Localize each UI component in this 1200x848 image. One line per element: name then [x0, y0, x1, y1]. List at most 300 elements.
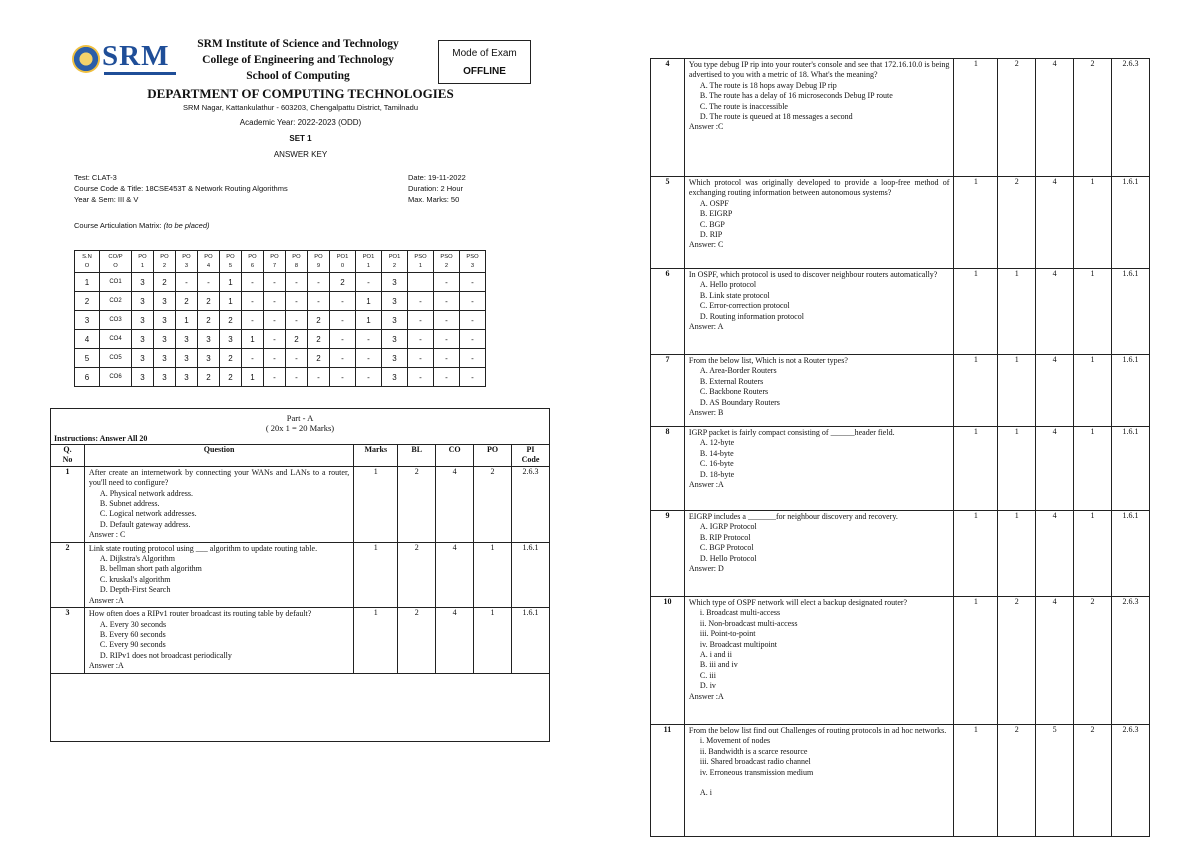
answer-option: ii. Non-broadcast multi-access [699, 618, 798, 628]
matrix-header-line: 4 [206, 262, 211, 269]
matrix-header-line: PSO [466, 253, 479, 260]
question-row [651, 725, 1150, 837]
question-row [651, 177, 1150, 269]
question-row [51, 466, 550, 542]
answer-option: A. IGRP Protocol [699, 522, 757, 532]
course-outcome: 4 [1036, 59, 1074, 177]
program-outcome: 2 [474, 466, 512, 542]
course-title: Course Code & Title: 18CSE453T & Network Routing Algorithms [74, 184, 288, 193]
question-text: How often does a RIPv1 router broadcast its routing table by default? [88, 609, 312, 619]
matrix-row [75, 349, 486, 368]
question-number: 1 [51, 466, 85, 542]
matrix-cell: - [356, 368, 382, 387]
answer-key: Answer: D [688, 564, 724, 574]
program-outcome: 1 [1074, 427, 1112, 511]
column-header-line: Code [521, 455, 540, 465]
pi-code: 2.6.3 [512, 466, 550, 542]
column-header-line: Q. [63, 445, 72, 454]
question-number: 9 [651, 511, 685, 597]
question-row [651, 597, 1150, 725]
matrix-cell: 1 [220, 292, 242, 311]
bloom-level: 2 [398, 542, 436, 607]
question-text: Which type of OSPF network will elect a backup designated router? [688, 598, 908, 607]
question-text: IGRP packet is fairly compact consisting of ______header field. [688, 428, 895, 437]
matrix-header [100, 251, 132, 273]
program-outcome: 1 [474, 542, 512, 607]
answer-option: A. Physical network address. [99, 488, 194, 498]
matrix-cell: - [434, 273, 460, 292]
matrix-cell: 2 [220, 311, 242, 330]
matrix-cell: - [264, 349, 286, 368]
question-marks: 1 [354, 608, 398, 673]
column-header-line: No [62, 455, 73, 465]
question-text-cell [684, 511, 953, 597]
matrix-header-line: PO [138, 253, 147, 260]
question-column-header [398, 445, 436, 467]
matrix-cell: - [264, 273, 286, 292]
matrix-cell: 3 [382, 349, 408, 368]
matrix-cell: 3 [220, 330, 242, 349]
program-outcome: 1 [474, 608, 512, 673]
logo-text: SRM [102, 40, 170, 72]
answer-option: D. iv [699, 681, 716, 691]
course-outcome: 4 [436, 542, 474, 607]
matrix-cell: - [356, 349, 382, 368]
matrix-cell: - [330, 311, 356, 330]
question-column-header [84, 445, 353, 467]
answer-option: B. Every 60 seconds [99, 629, 166, 639]
course-outcome: 5 [1036, 725, 1074, 837]
max-marks: Max. Marks: 50 [408, 195, 460, 204]
question-text-cell [84, 608, 353, 673]
answer-option: C. 16-byte [699, 459, 734, 469]
matrix-header-line: 7 [272, 262, 277, 269]
question-row [51, 608, 550, 673]
question-text: From the below list find out Challenges of routing protocols in ad hoc networks. [688, 726, 947, 735]
answer-option: B. bellman short path algorithm [99, 564, 202, 574]
matrix-header-line: PO [226, 253, 235, 260]
matrix-cell: - [434, 349, 460, 368]
pi-code: 1.6.1 [1112, 427, 1150, 511]
matrix-cell: - [264, 368, 286, 387]
answer-key-title: ANSWER KEY [273, 150, 328, 159]
matrix-cell: CO4 [100, 330, 132, 349]
pi-code: 1.6.1 [1112, 269, 1150, 355]
answer-option: D. Default gateway address. [99, 519, 191, 529]
pi-code: 1.6.1 [1112, 177, 1150, 269]
matrix-header-line: PO1 [388, 253, 401, 260]
question-text-cell [84, 542, 353, 607]
question-number: 5 [651, 177, 685, 269]
matrix-header [286, 251, 308, 273]
institution-header [148, 36, 448, 84]
matrix-header [154, 251, 176, 273]
matrix-header [434, 251, 460, 273]
answer-option: iv. Broadcast multipoint [699, 639, 777, 649]
matrix-header-line: 2 [392, 262, 397, 269]
course-outcome: 4 [436, 466, 474, 542]
matrix-cell: - [242, 292, 264, 311]
question-text-cell [684, 355, 953, 427]
answer-option: i. Movement of nodes [699, 736, 771, 746]
question-text-cell [684, 725, 953, 837]
matrix-cell: 2 [308, 330, 330, 349]
matrix-cell: CO1 [100, 273, 132, 292]
answer-key: Answer :A [88, 661, 124, 671]
answer-option: A. Hello protocol [699, 280, 757, 290]
matrix-header-line: PO [160, 253, 169, 260]
answer-option: i. Broadcast multi-access [699, 608, 781, 618]
matrix-cell: 3 [382, 273, 408, 292]
question-text: You type debug IP rip into your router's console and see that 172.16.10.0 is being advertised to you with a metric of 18. What's the meaning? [688, 60, 950, 80]
question-column-header [354, 445, 398, 467]
matrix-cell: CO2 [100, 292, 132, 311]
matrix-row [75, 273, 486, 292]
question-marks: 1 [954, 177, 998, 269]
question-marks: 1 [354, 542, 398, 607]
column-header-line: BL [411, 445, 423, 454]
matrix-cell: 1 [356, 311, 382, 330]
matrix-cell: 2 [308, 349, 330, 368]
question-marks: 1 [954, 725, 998, 837]
matrix-header-line: O [84, 262, 90, 269]
answer-option: B. 14-byte [699, 448, 734, 458]
matrix-header-line: 5 [228, 262, 233, 269]
question-number: 11 [651, 725, 685, 837]
matrix-cell: - [286, 349, 308, 368]
matrix-cell: 3 [382, 292, 408, 311]
question-number: 3 [51, 608, 85, 673]
address: SRM Nagar, Kattankulathur - 603203, Chengalpattu District, Tamilnadu [183, 103, 418, 112]
matrix-cell: 2 [198, 311, 220, 330]
answer-option [689, 778, 949, 788]
answer-option: A. i and ii [699, 650, 732, 660]
answer-option: C. Logical network addresses. [99, 509, 197, 519]
matrix-header-line: 3 [184, 262, 189, 269]
matrix-cell: - [460, 311, 486, 330]
question-marks: 1 [954, 597, 998, 725]
answer-option: B. Link state protocol [699, 290, 770, 300]
matrix-cell: - [242, 349, 264, 368]
answer-option: B. RIP Protocol [699, 532, 751, 542]
matrix-cell: - [286, 273, 308, 292]
matrix-cell: - [308, 368, 330, 387]
matrix-header [330, 251, 356, 273]
matrix-cell: - [356, 273, 382, 292]
matrix-cell: 3 [154, 311, 176, 330]
mode-label: Mode of Exam [452, 48, 517, 59]
question-number: 10 [651, 597, 685, 725]
answer-option: D. Routing information protocol [699, 311, 804, 321]
matrix-cell: 1 [75, 273, 100, 292]
program-outcome: 1 [1074, 177, 1112, 269]
answer-option: C. Every 90 seconds [99, 640, 166, 650]
matrix-header [75, 251, 100, 273]
question-column-header [474, 445, 512, 467]
matrix-header-line: PO [204, 253, 213, 260]
matrix-cell: 2 [330, 273, 356, 292]
program-outcome: 1 [1074, 355, 1112, 427]
matrix-cell: 3 [154, 368, 176, 387]
co-po-matrix [74, 250, 486, 387]
set-number: SET 1 [289, 134, 312, 143]
matrix-cell: - [330, 349, 356, 368]
pi-code: 2.6.3 [1112, 725, 1150, 837]
question-text: In OSPF, which protocol is used to discover neighbour routers automatically? [688, 270, 938, 279]
matrix-row [75, 368, 486, 387]
question-marks: 1 [954, 355, 998, 427]
matrix-header-line: CO/P [108, 253, 123, 260]
bloom-level: 2 [998, 725, 1036, 837]
matrix-cell: - [330, 368, 356, 387]
matrix-cell: 4 [75, 330, 100, 349]
matrix-cell: - [176, 273, 198, 292]
matrix-header-line: 9 [316, 262, 321, 269]
program-outcome: 2 [1074, 597, 1112, 725]
question-column-header [51, 445, 85, 467]
answer-option: C. Error-correction protocol [699, 301, 790, 311]
matrix-header-line: PSO [440, 253, 453, 260]
course-articulation-label: Course Articulation Matrix: (to be placed) [74, 221, 210, 230]
bloom-level: 1 [998, 355, 1036, 427]
matrix-cell: - [286, 311, 308, 330]
answer-option: C. iii [699, 670, 716, 680]
matrix-cell: 3 [198, 330, 220, 349]
matrix-header [356, 251, 382, 273]
answer-option: D. Hello Protocol [699, 553, 757, 563]
question-text-cell [684, 427, 953, 511]
matrix-cell: - [434, 330, 460, 349]
matrix-cell: - [286, 292, 308, 311]
bloom-level: 2 [998, 177, 1036, 269]
answer-key: Answer :A [688, 480, 724, 490]
matrix-cell: CO6 [100, 368, 132, 387]
pi-code: 1.6.1 [1112, 355, 1150, 427]
matrix-cell: - [460, 368, 486, 387]
program-outcome: 1 [1074, 269, 1112, 355]
matrix-cell: 2 [286, 330, 308, 349]
question-row [651, 355, 1150, 427]
matrix-header [408, 251, 434, 273]
matrix-cell: - [356, 330, 382, 349]
answer-option: iii. Point-to-point [699, 629, 756, 639]
course-outcome: 4 [1036, 597, 1074, 725]
test-name: Test: CLAT-3 [74, 173, 117, 182]
question-text: Which protocol was originally developed to provide a loop-free method of exchanging routing information between autonomous systems? [688, 178, 950, 198]
answer-key: Answer: B [688, 408, 724, 418]
pi-code: 1.6.1 [512, 608, 550, 673]
question-number: 6 [651, 269, 685, 355]
matrix-cell: 3 [154, 292, 176, 311]
answer-option: A. The route is 18 hops away Debug IP rip [699, 80, 837, 90]
bloom-level: 2 [398, 466, 436, 542]
matrix-cell: CO5 [100, 349, 132, 368]
matrix-cell: 3 [154, 349, 176, 368]
course-outcome: 4 [1036, 511, 1074, 597]
matrix-cell: - [330, 330, 356, 349]
matrix-cell: - [434, 368, 460, 387]
matrix-cell: - [408, 368, 434, 387]
matrix-header-line: 1 [140, 262, 145, 269]
program-outcome: 1 [1074, 511, 1112, 597]
question-number: 7 [651, 355, 685, 427]
answer-key: Answer: C [688, 240, 724, 250]
bloom-level: 1 [998, 427, 1036, 511]
program-outcome: 2 [1074, 59, 1112, 177]
matrix-header-line: PSO [414, 253, 427, 260]
matrix-header [242, 251, 264, 273]
column-header-line: PO [487, 445, 499, 454]
answer-option: iii. Shared broadcast radio channel [699, 757, 811, 767]
matrix-cell: - [460, 292, 486, 311]
matrix-cell: - [408, 330, 434, 349]
school-name: School of Computing [246, 70, 350, 82]
matrix-cell: - [198, 273, 220, 292]
answer-option: D. Depth-First Search [99, 585, 171, 595]
matrix-header-line: O [113, 262, 118, 269]
matrix-cell: 3 [132, 311, 154, 330]
question-row [651, 59, 1150, 177]
answer-option: D. 18-byte [699, 469, 735, 479]
matrix-cell [408, 273, 434, 292]
column-header-line: CO [448, 445, 461, 454]
exam-meta-right [408, 172, 466, 205]
answer-key: Answer :C [688, 122, 724, 132]
question-number: 8 [651, 427, 685, 511]
academic-year: Academic Year: 2022-2023 (ODD) [239, 118, 362, 127]
column-header-line: PI [526, 445, 535, 454]
part-a-title: Part - A ( 20x 1 = 20 Marks) [265, 413, 335, 433]
matrix-cell: 1 [242, 330, 264, 349]
bloom-level: 2 [998, 597, 1036, 725]
matrix-header [264, 251, 286, 273]
exam-duration: Duration: 2 Hour [408, 184, 464, 193]
answer-option: C. BGP Protocol [699, 543, 754, 553]
matrix-header [460, 251, 486, 273]
question-marks: 1 [954, 59, 998, 177]
question-column-header [512, 445, 550, 467]
pi-code: 2.6.3 [1112, 59, 1150, 177]
question-marks: 1 [954, 269, 998, 355]
matrix-header-line: PO [248, 253, 257, 260]
matrix-cell: - [286, 368, 308, 387]
answer-option: B. External Routers [699, 376, 764, 386]
question-text: EIGRP includes a _______for neighbour discovery and recovery. [688, 512, 898, 521]
answer-option: B. The route has a delay of 16 microseconds Debug IP route [699, 91, 893, 101]
answer-option: C. Backbone Routers [699, 387, 769, 397]
matrix-cell: 2 [75, 292, 100, 311]
pi-code: 1.6.1 [512, 542, 550, 607]
matrix-header [176, 251, 198, 273]
matrix-cell: - [434, 292, 460, 311]
matrix-cell: 2 [220, 368, 242, 387]
matrix-cell: - [264, 330, 286, 349]
answer-option: D. The route is queued at 18 messages a second [699, 112, 853, 122]
questions-table-right [650, 58, 1150, 837]
answer-option: A. Area-Border Routers [699, 366, 777, 376]
mode-value: OFFLINE [463, 66, 506, 77]
matrix-cell: - [308, 292, 330, 311]
matrix-cell: 3 [176, 330, 198, 349]
matrix-header-line: 8 [294, 262, 299, 269]
matrix-header-line: PO [292, 253, 301, 260]
answer-key: Answer :A [688, 691, 724, 701]
bloom-level: 2 [398, 608, 436, 673]
question-marks: 1 [954, 427, 998, 511]
srm-emblem-icon [72, 45, 100, 73]
question-row [651, 427, 1150, 511]
matrix-cell: 2 [176, 292, 198, 311]
question-text: Link state routing protocol using ___ algorithm to update routing table. [88, 543, 318, 553]
answer-option: A. Every 30 seconds [99, 619, 167, 629]
bloom-level: 1 [998, 269, 1036, 355]
matrix-cell: 3 [132, 292, 154, 311]
question-row [651, 511, 1150, 597]
matrix-cell: - [408, 292, 434, 311]
matrix-header-line: PO [182, 253, 191, 260]
answer-option: A. Dijkstra's Algorithm [99, 554, 175, 564]
matrix-row [75, 311, 486, 330]
bloom-level: 1 [998, 511, 1036, 597]
department-title: DEPARTMENT OF COMPUTING TECHNOLOGIES [147, 86, 454, 101]
matrix-cell: - [460, 349, 486, 368]
answer-option: A. OSPF [699, 198, 729, 208]
matrix-row [75, 330, 486, 349]
matrix-cell: 2 [198, 368, 220, 387]
matrix-cell: - [330, 292, 356, 311]
answer-option: A. 12-byte [699, 438, 735, 448]
year-semester: Year & Sem: III & V [74, 195, 139, 204]
question-row [51, 542, 550, 607]
matrix-cell: 3 [198, 349, 220, 368]
answer-option: D. AS Boundary Routers [699, 397, 780, 407]
answer-option: A. i [699, 788, 712, 798]
matrix-cell: 3 [176, 368, 198, 387]
matrix-header-line: 0 [340, 262, 345, 269]
matrix-cell: 2 [220, 349, 242, 368]
left-page [48, 30, 553, 820]
answer-key: Answer: A [688, 322, 724, 332]
answer-key: Answer : C [88, 530, 126, 540]
matrix-header [308, 251, 330, 273]
answer-option: C. kruskal's algorithm [99, 574, 171, 584]
matrix-cell: 3 [382, 330, 408, 349]
matrix-cell: 1 [176, 311, 198, 330]
course-outcome: 4 [1036, 177, 1074, 269]
matrix-header-line: S.N [82, 253, 92, 260]
matrix-header-line: PO [314, 253, 323, 260]
matrix-cell: - [408, 349, 434, 368]
matrix-cell: 3 [154, 330, 176, 349]
question-text-cell [684, 177, 953, 269]
matrix-cell: - [242, 273, 264, 292]
column-header-line: Marks [364, 445, 388, 454]
matrix-cell: - [460, 273, 486, 292]
answer-option: iv. Erroneous transmission medium [699, 767, 814, 777]
program-outcome: 2 [1074, 725, 1112, 837]
matrix-cell: - [434, 311, 460, 330]
matrix-header-line: 3 [470, 262, 475, 269]
bloom-level: 2 [998, 59, 1036, 177]
question-number: 4 [651, 59, 685, 177]
matrix-header [132, 251, 154, 273]
matrix-cell: 3 [132, 368, 154, 387]
course-outcome: 4 [1036, 269, 1074, 355]
course-outcome: 4 [1036, 355, 1074, 427]
matrix-cell: - [308, 273, 330, 292]
pi-code: 1.6.1 [1112, 511, 1150, 597]
answer-option: D. RIPv1 does not broadcast periodically [99, 650, 232, 660]
